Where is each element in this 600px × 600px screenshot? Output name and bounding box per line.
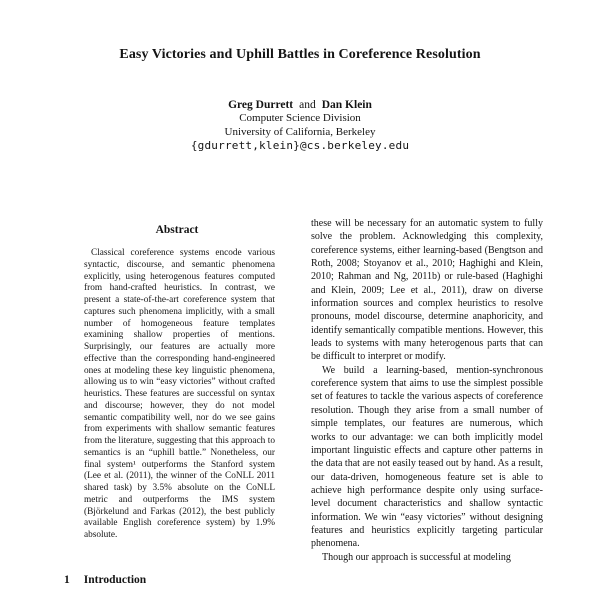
right-column <box>311 217 543 564</box>
paper-title: Easy Victories and Uphill Battles in Coreference Resolution <box>119 47 481 62</box>
section-title: Introduction <box>83 574 147 586</box>
author-line <box>0 98 600 112</box>
abstract-text: Classical coreference systems encode various syntactic, discourse, and semantic phenomena explicitly, using heterogenous features computed from hand-crafted heuristics. In contrast, we present a state-of-the-art coreference system that captures such phenomena implicitly, with a small number of homogeneous feature templates examining shallow properties of mentions. Surprisingly, our features are actually more effective than the corresponding hand-engineered ones at modeling these key linguistic phenomena, allowing us to win “easy victories” without crafted heuristics. These features are successful on syntax and discourse; however, they do not model semantic compatibility well, nor do we see gains from experiments with shallow semantic features from the literature, suggesting that this approach to semantics is an “uphill battle.” Nonetheless, our final system¹ outperforms the Stanford system (Lee et al. (2011), the winner of the CoNLL 2011 shared task) by 3.5% absolute on the CoNLL metric and outperforms the IMS system (Björkelund and Farkas (2012), the best publicly available English coreference system) by 1.9% absolute. <box>84 248 275 540</box>
affiliation-university: University of California, Berkeley <box>224 125 376 138</box>
section-number: 1 <box>64 574 70 586</box>
author-block <box>0 98 600 153</box>
body-paragraph: We build a learning-based, mention-synchronous coreference system that aims to use the simplest possible set of features to tackle the various aspects of coreference resolution. Though they arise from a small number of simple templates, our features are numerous, which works to our advantage: we can both implicitly model important linguistic effects and capture other patterns in the data that are not easily teased out by hand. As a result, our data-driven, homogeneous feature set is able to achieve high performance despite only using surface-level document characteristics and shallow syntactic information. We win “easy victories” without designing features and heuristics explicitly targeting particular phenomena. <box>311 364 543 550</box>
body-paragraph: Though our approach is successful at modeling <box>322 551 511 563</box>
body-paragraph: these will be necessary for an automatic system to fully solve the problem. Acknowledging this complexity, coreference systems, either learning-based (Bengtson and Roth, 2008; Stoyanov et al., 2010; Haghighi and Klein, 2010; Rahman and Ng, 2011b) or rule-based (Haghighi and Klein, 2009; Lee et al., 2011), draw on diverse information sources and complex heuristics to resolve pronouns, model discourse, determine anaphoricity, and identify semantically compatible mentions. However, this leads to systems with many heterogenous parts that can be difficult to interpret or modify. <box>311 218 543 363</box>
section-heading-introduction <box>64 574 146 586</box>
contact-email: {gdurrett,klein}@cs.berkeley.edu <box>190 139 410 152</box>
author-name-1: Greg Durrett <box>228 99 294 111</box>
affiliation-division: Computer Science Division <box>239 112 361 124</box>
author-name-2: Dan Klein <box>321 99 372 111</box>
abstract-heading: Abstract <box>155 224 199 236</box>
author-conjunction: and <box>299 99 316 111</box>
